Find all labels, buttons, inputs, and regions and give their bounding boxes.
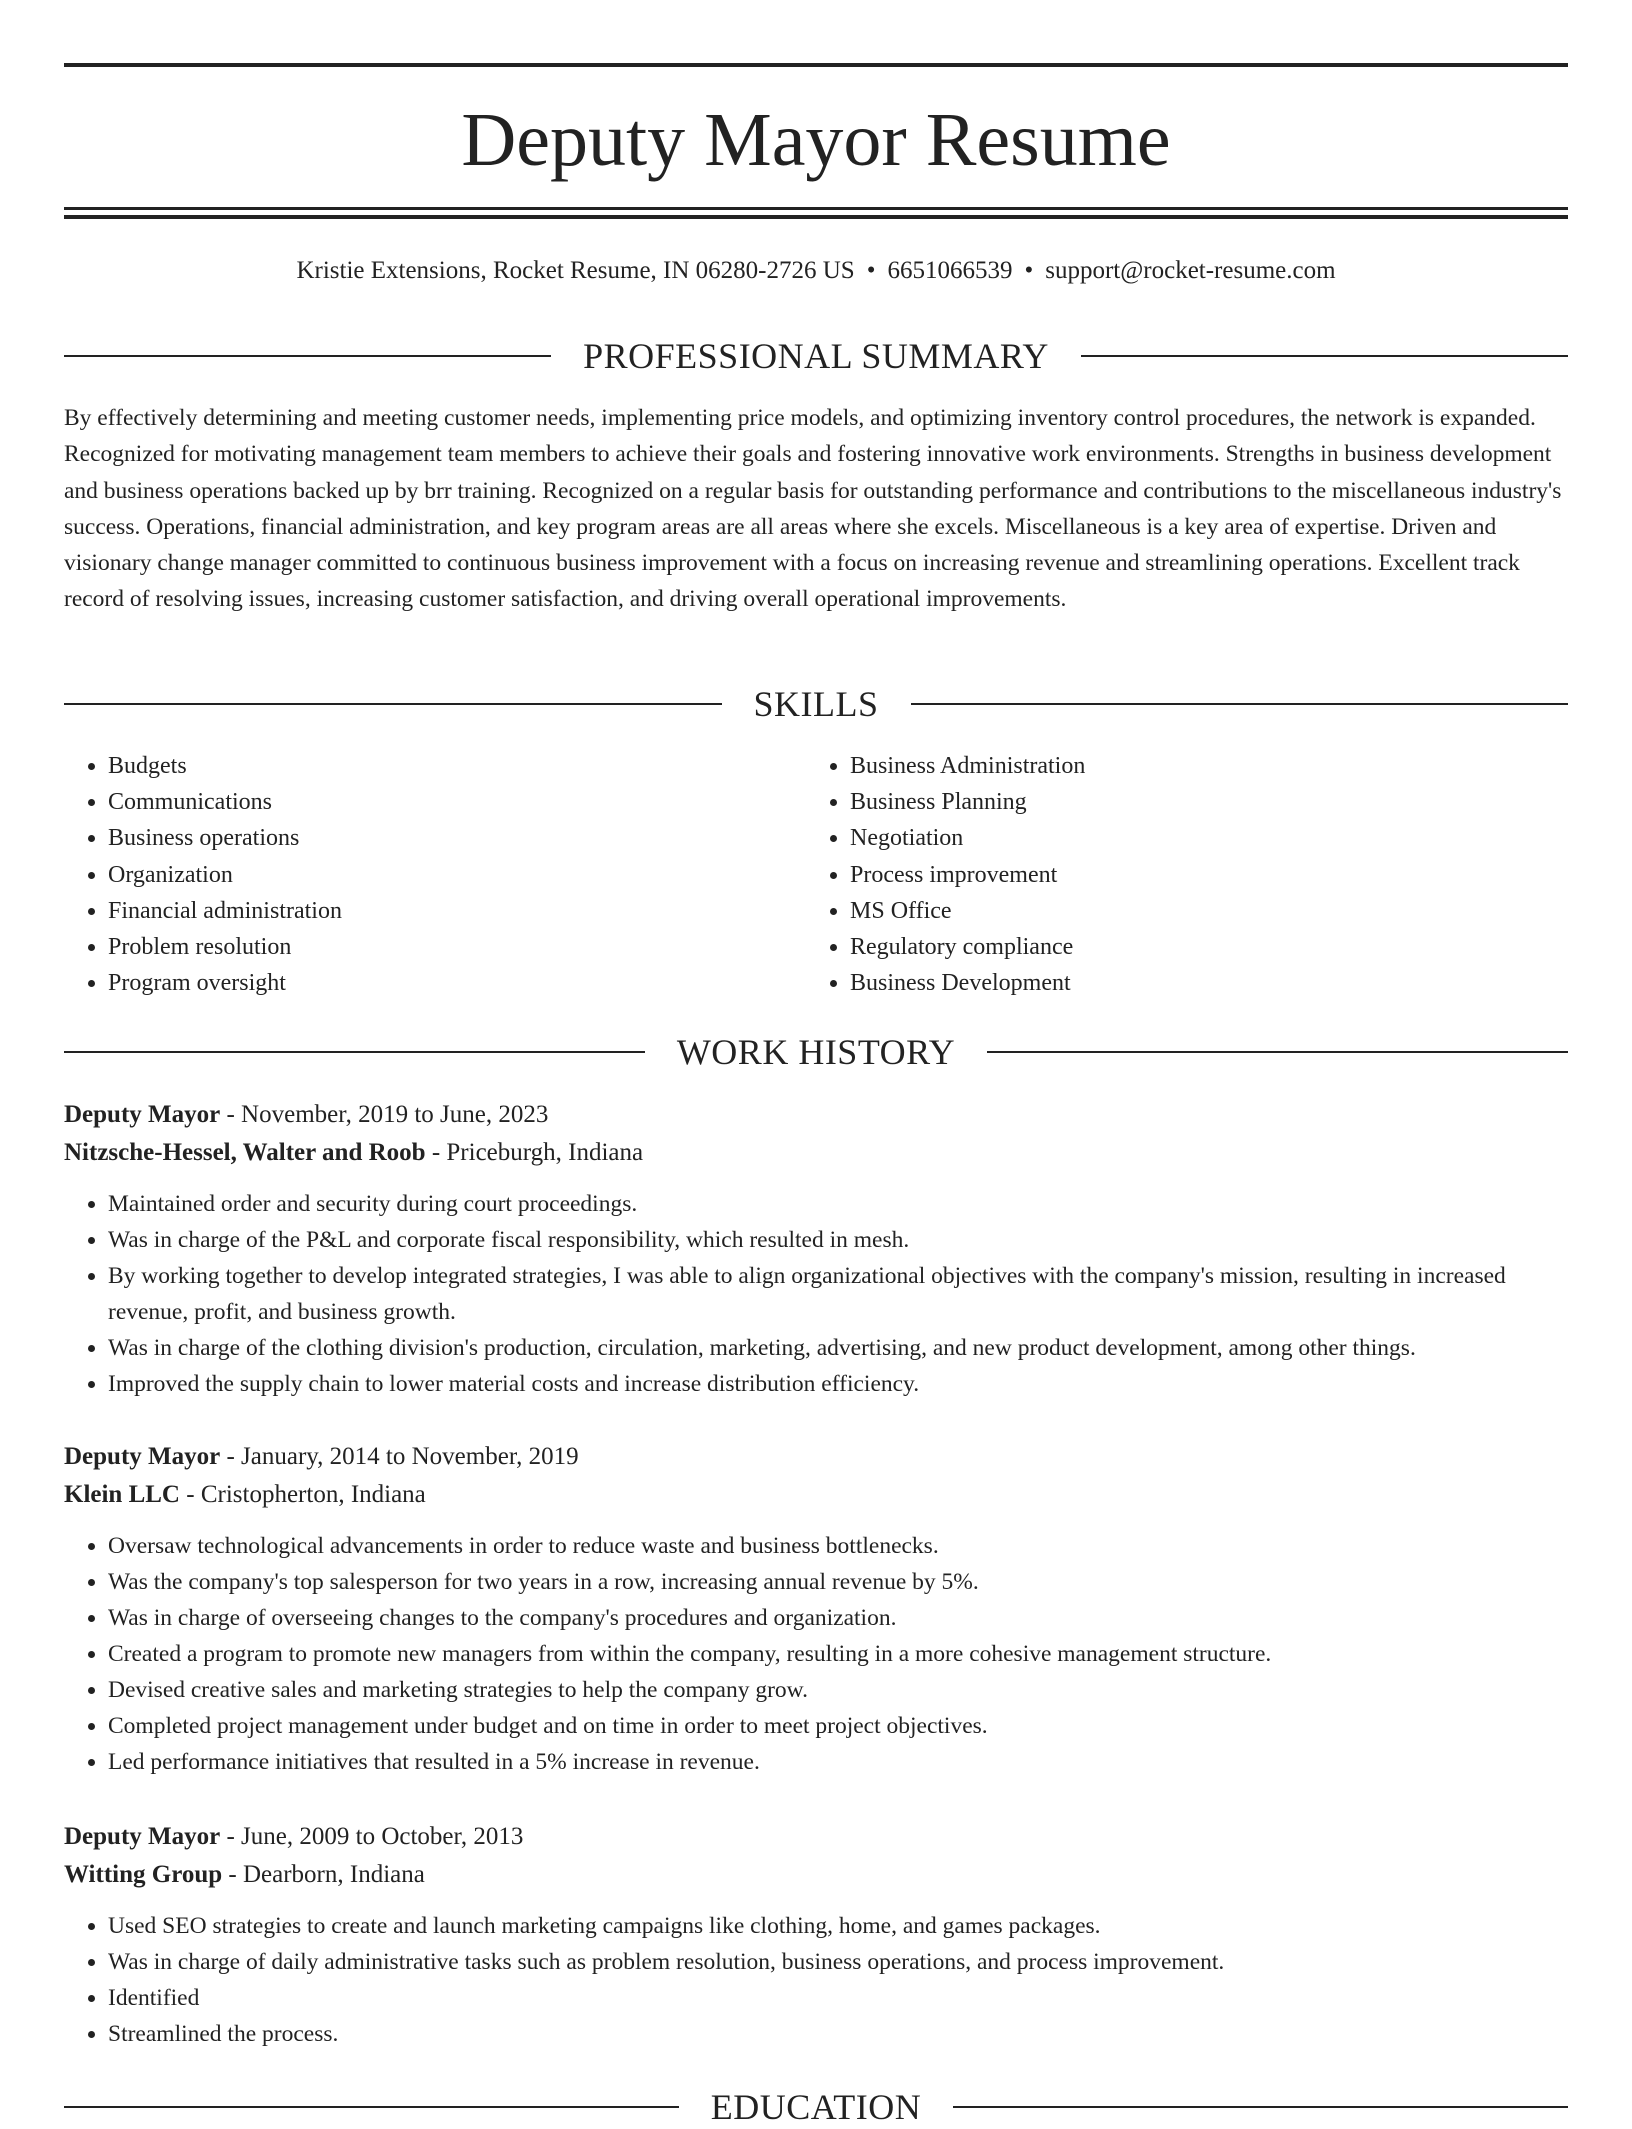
heading-rule-right bbox=[1081, 355, 1568, 357]
job-location: - Dearborn, Indiana bbox=[222, 1861, 425, 1888]
job-bullet: • Was in charge of the clothing division's production, circulation, marketing, advertising, and new product development, among other things. bbox=[108, 1330, 1568, 1366]
skill-item: • Regulatory compliance bbox=[850, 929, 1530, 965]
contact-address: Kristie Extensions, Rocket Resume, IN 06280-2726 US bbox=[296, 257, 855, 284]
heading-rule-right bbox=[911, 703, 1569, 705]
skills-list-right bbox=[806, 748, 1530, 1001]
job-entry bbox=[64, 1818, 1568, 2052]
heading-rule-left bbox=[64, 1051, 645, 1053]
skill-item: • Program oversight bbox=[108, 965, 788, 1001]
job-bullets bbox=[64, 1186, 1568, 1402]
job-company-line bbox=[64, 1134, 1568, 1172]
job-company: Nitzsche-Hessel, Walter and Roob bbox=[64, 1139, 426, 1166]
job-title-line bbox=[64, 1096, 1568, 1134]
work-section-heading bbox=[64, 1030, 1568, 1074]
heading-rule-right bbox=[953, 2106, 1568, 2108]
job-bullet: • Created a program to promote new managers from within the company, resulting in a more cohesive management structure. bbox=[108, 1636, 1568, 1672]
job-bullets bbox=[64, 1528, 1568, 1780]
skill-item: • Business Administration bbox=[850, 748, 1530, 784]
skills-list-left bbox=[64, 748, 788, 1001]
skill-item: • MS Office bbox=[850, 893, 1530, 929]
job-title-line bbox=[64, 1438, 1568, 1476]
heading-rule-left bbox=[64, 355, 551, 357]
job-dates: - November, 2019 to June, 2023 bbox=[220, 1101, 549, 1128]
skill-item: • Problem resolution bbox=[108, 929, 788, 965]
job-title: Deputy Mayor bbox=[64, 1823, 221, 1850]
skill-item: • Communications bbox=[108, 784, 788, 820]
job-bullets bbox=[64, 1908, 1568, 2052]
title-rule-lower bbox=[64, 215, 1568, 219]
education-section-heading bbox=[64, 2085, 1568, 2129]
skill-item: • Negotiation bbox=[850, 820, 1530, 856]
skill-item: • Business operations bbox=[108, 820, 788, 856]
job-bullet: • Was in charge of overseeing changes to the company's procedures and organization. bbox=[108, 1600, 1568, 1636]
job-entry bbox=[64, 1438, 1568, 1780]
title-rule-upper bbox=[64, 207, 1568, 210]
job-bullet: • Oversaw technological advancements in order to reduce waste and business bottlenecks. bbox=[108, 1528, 1568, 1564]
skill-item: • Business Planning bbox=[850, 784, 1530, 820]
skill-item: • Financial administration bbox=[108, 893, 788, 929]
job-bullet: • Used SEO strategies to create and launch marketing campaigns like clothing, home, and games packages. bbox=[108, 1908, 1568, 1944]
contact-separator: • bbox=[1024, 257, 1034, 284]
education-heading-label: EDUCATION bbox=[710, 2087, 922, 2127]
job-company-line bbox=[64, 1476, 1568, 1514]
summary-heading-label: PROFESSIONAL SUMMARY bbox=[583, 336, 1049, 376]
contact-separator: • bbox=[866, 257, 876, 284]
summary-paragraph: By effectively determining and meeting customer needs, implementing price models, and optimizing inventory control procedures, the network is expanded. Recognized for motivating management team members to achieve their goals and fostering innovative work environments. Strengths in business development and business operations backed up by brr training. Recognized on a regular basis for outstanding performance and contributions to the miscellaneous industry's success. Operations, financial administration, and key program areas are all areas where she excels. Miscellaneous is a key area of expertise. Driven and visionary change manager committed to continuous business improvement with a focus on increasing revenue and streamlining operations. Excellent track record of resolving issues, increasing customer satisfaction, and driving overall operational improvements. bbox=[64, 405, 1562, 613]
job-bullet: • Completed project management under budget and on time in order to meet project objectives. bbox=[108, 1708, 1568, 1744]
job-bullet: • Streamlined the process. bbox=[108, 2016, 1568, 2052]
job-bullet: • Maintained order and security during court proceedings. bbox=[108, 1186, 1568, 1222]
skill-item: • Organization bbox=[108, 857, 788, 893]
skill-item: • Business Development bbox=[850, 965, 1530, 1001]
job-dates: - January, 2014 to November, 2019 bbox=[220, 1443, 579, 1470]
summary-section-heading bbox=[64, 334, 1568, 378]
job-bullet: • By working together to develop integrated strategies, I was able to align organizational objectives with the company's mission, resulting in increased revenue, profit, and business growth. bbox=[108, 1258, 1568, 1330]
page-title: Deputy Mayor Resume bbox=[461, 98, 1171, 182]
job-dates: - June, 2009 to October, 2013 bbox=[220, 1823, 524, 1850]
skill-item: • Budgets bbox=[108, 748, 788, 784]
heading-rule-left bbox=[64, 703, 722, 705]
job-entry bbox=[64, 1096, 1568, 1402]
skills-section-heading bbox=[64, 682, 1568, 726]
contact-email: support@rocket-resume.com bbox=[1045, 257, 1336, 284]
job-company-line bbox=[64, 1856, 1568, 1894]
top-rule bbox=[64, 63, 1568, 67]
job-location: - Priceburgh, Indiana bbox=[425, 1139, 644, 1166]
skills-heading-label: SKILLS bbox=[753, 684, 879, 724]
job-title-line bbox=[64, 1818, 1568, 1856]
job-bullet: • Identified bbox=[108, 1980, 1568, 2016]
skill-item: • Process improvement bbox=[850, 857, 1530, 893]
job-bullet: • Devised creative sales and marketing strategies to help the company grow. bbox=[108, 1672, 1568, 1708]
job-company: Klein LLC bbox=[64, 1481, 180, 1508]
job-bullet: • Led performance initiatives that resulted in a 5% increase in revenue. bbox=[108, 1744, 1568, 1780]
heading-rule-left bbox=[64, 2106, 679, 2108]
work-heading-label: WORK HISTORY bbox=[676, 1032, 956, 1072]
job-bullet: • Was in charge of the P&L and corporate fiscal responsibility, which resulted in mesh. bbox=[108, 1222, 1568, 1258]
job-bullet: • Was the company's top salesperson for two years in a row, increasing annual revenue by 5%. bbox=[108, 1564, 1568, 1600]
job-title: Deputy Mayor bbox=[64, 1101, 221, 1128]
contact-phone: 6651066539 bbox=[887, 257, 1013, 284]
contact-line bbox=[0, 254, 1632, 288]
job-bullet: • Improved the supply chain to lower material costs and increase distribution efficiency. bbox=[108, 1366, 1568, 1402]
job-title: Deputy Mayor bbox=[64, 1443, 221, 1470]
job-company: Witting Group bbox=[64, 1861, 223, 1888]
job-bullet: • Was in charge of daily administrative tasks such as problem resolution, business operations, and process improvement. bbox=[108, 1944, 1568, 1980]
heading-rule-right bbox=[987, 1051, 1568, 1053]
job-location: - Cristopherton, Indiana bbox=[180, 1481, 426, 1508]
